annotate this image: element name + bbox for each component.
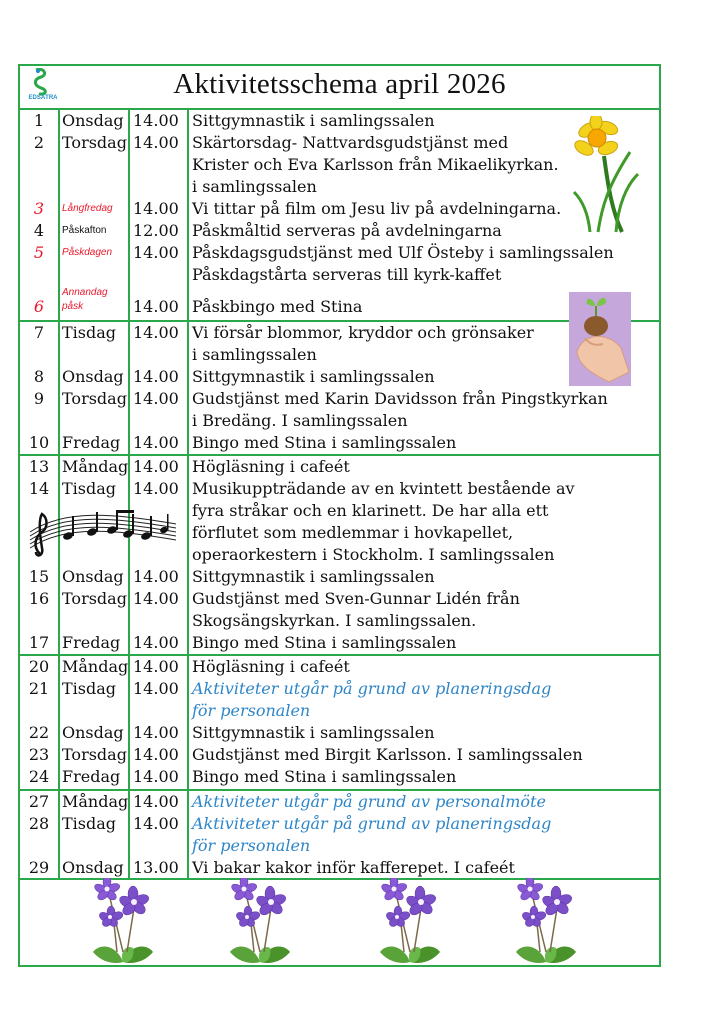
day-number: 27: [28, 792, 50, 811]
time: 14.00: [133, 723, 179, 742]
time: 14.00: [133, 792, 179, 811]
time: 14.00: [133, 479, 179, 498]
day-number: 3: [33, 199, 45, 218]
weekday: Måndag: [62, 792, 129, 811]
day-number: 28: [28, 814, 50, 833]
table-row: [20, 344, 659, 366]
day-number: 22: [28, 723, 50, 742]
table-row: [20, 388, 659, 410]
table-row: [20, 791, 659, 813]
table-row: [20, 456, 659, 478]
time: 14.00: [133, 323, 179, 342]
weekday: Onsdag: [62, 858, 124, 877]
day-number: 17: [28, 633, 50, 652]
day-number: 15: [28, 567, 50, 586]
activity: för personalen: [192, 701, 311, 720]
table-row: [20, 744, 659, 766]
activity: för personalen: [192, 836, 311, 855]
activity: fyra stråkar och en klarinett. De har alla ett: [192, 501, 549, 520]
weekday: Fredag: [62, 633, 121, 652]
table-row: [20, 700, 659, 722]
activity: Skogsängskyrkan. I samlingssalen.: [192, 611, 477, 630]
table-row: [20, 366, 659, 388]
activity: i samlingssalen: [192, 177, 317, 196]
schedule-frame: [18, 64, 661, 967]
day-number: 4: [33, 221, 45, 240]
table-row: [20, 857, 659, 879]
activity: Påskdagsgudstjänst med Ulf Östeby i samlingssalen: [192, 243, 614, 262]
activity: Musikuppträdande av en kvintett bestående av: [192, 479, 575, 498]
table-row: [20, 432, 659, 454]
time: 14.00: [133, 767, 179, 786]
day-number: 21: [28, 679, 50, 698]
table-row: [20, 154, 659, 176]
table-row: [20, 588, 659, 610]
activity: Bingo med Stina i samlingssalen: [192, 633, 457, 652]
daffodil-icon: [568, 116, 640, 234]
time: 14.00: [133, 243, 179, 262]
logo-text: EDSÄTRA: [28, 95, 58, 101]
activity: Krister och Eva Karlsson från Mikaelikyrkan.: [192, 155, 559, 174]
table-row: [20, 632, 659, 654]
weekday: Torsdag: [62, 589, 127, 608]
activity: Påskdagstårta serveras till kyrk-kaffet: [192, 265, 502, 284]
activity: Gudstjänst med Karin Davidsson från Pingstkyrkan: [192, 389, 608, 408]
activity: Påskbingo med Stina: [192, 297, 363, 316]
day-number: 7: [33, 323, 45, 342]
table-row: [20, 610, 659, 632]
weekday: Torsdag: [62, 389, 127, 408]
activity: Aktiviteter utgår på grund av planeringsdag: [192, 814, 552, 833]
activity: i Bredäng. I samlingssalen: [192, 411, 408, 430]
time: 14.00: [133, 389, 179, 408]
day-number: 9: [33, 389, 45, 408]
day-number: 16: [28, 589, 50, 608]
time: 14.00: [133, 657, 179, 676]
day-number: 20: [28, 657, 50, 676]
day-number: 2: [33, 133, 45, 152]
time: 14.00: [133, 589, 179, 608]
table-row: [20, 132, 659, 154]
time: 14.00: [133, 297, 179, 316]
weekday: Påskafton: [62, 225, 107, 236]
weekday: Fredag: [62, 433, 121, 452]
weekday: Onsdag: [62, 723, 124, 742]
time: 14.00: [133, 199, 179, 218]
day-number: 6: [33, 297, 45, 316]
day-number: 10: [28, 433, 50, 452]
time: 14.00: [133, 745, 179, 764]
page-title: Aktivitetsschema april 2026: [173, 68, 506, 100]
music-notes-icon: [26, 502, 180, 560]
activity: Sittgymnastik i samlingssalen: [192, 567, 435, 586]
time: 14.00: [133, 567, 179, 586]
table-row: [20, 835, 659, 857]
time: 14.00: [133, 633, 179, 652]
table-row: [20, 766, 659, 788]
activity: Sittgymnastik i samlingssalen: [192, 723, 435, 742]
activity: Påskmåltid serveras på avdelningarna: [192, 221, 502, 240]
weekday: Tisdag: [62, 323, 117, 342]
weekday: Långfredag: [62, 203, 113, 214]
activity: Bingo med Stina i samlingssalen: [192, 767, 457, 786]
table-row: [20, 722, 659, 744]
table-row: [20, 322, 659, 344]
weekday: Onsdag: [62, 111, 124, 130]
time: 14.00: [133, 433, 179, 452]
header: [20, 66, 659, 110]
activity: Skärtorsdag- Nattvardsgudstjänst med: [192, 133, 509, 152]
weekday: Onsdag: [62, 367, 124, 386]
time: 14.00: [133, 111, 179, 130]
time: 12.00: [133, 221, 179, 240]
table-row: [20, 110, 659, 132]
table-row: [20, 678, 659, 700]
time: 14.00: [133, 133, 179, 152]
table-row: [20, 264, 659, 286]
activity: Sittgymnastik i samlingssalen: [192, 367, 435, 386]
day-number: 13: [28, 457, 50, 476]
plant-in-hand-icon: [569, 292, 631, 386]
day-number: 14: [28, 479, 50, 498]
activity: Bingo med Stina i samlingssalen: [192, 433, 457, 452]
weekday: Måndag: [62, 457, 129, 476]
activity: Vi försår blommor, kryddor och grönsaker: [192, 323, 534, 342]
time: 14.00: [133, 367, 179, 386]
activity: Sittgymnastik i samlingssalen: [192, 111, 435, 130]
activity: Aktiviteter utgår på grund av planeringsdag: [192, 679, 552, 698]
weekday: Påskdagen: [62, 247, 113, 258]
activity: Högläsning i cafeét: [192, 657, 350, 676]
table-row: [20, 176, 659, 198]
activity: i samlingssalen: [192, 345, 317, 364]
time: 14.00: [133, 679, 179, 698]
activity: Vi tittar på film om Jesu liv på avdelningarna.: [192, 199, 562, 218]
activity: Gudstjänst med Sven-Gunnar Lidén från: [192, 589, 520, 608]
activity: Gudstjänst med Birgit Karlsson. I samlingssalen: [192, 745, 583, 764]
time: 13.00: [133, 858, 179, 877]
weekday: Tisdag: [62, 814, 117, 833]
time: 14.00: [133, 457, 179, 476]
table-row: [20, 566, 659, 588]
weekday: Torsdag: [62, 133, 127, 152]
weekday: Torsdag: [62, 745, 127, 764]
weekday: Tisdag: [62, 679, 117, 698]
day-number: 24: [28, 767, 50, 786]
table-row: [20, 656, 659, 678]
flower-footer: [20, 878, 659, 965]
activity: förflutet som medlemmar i hovkapellet,: [192, 523, 514, 542]
table-row: [20, 410, 659, 432]
weekday: Tisdag: [62, 479, 117, 498]
activity: Vi bakar kakor inför kafferepet. I cafeét: [192, 858, 515, 877]
table-row: [20, 813, 659, 835]
weekday: Fredag: [62, 767, 121, 786]
weekday: Annandag påsk: [62, 287, 108, 312]
day-number: 23: [28, 745, 50, 764]
table-row: [20, 286, 659, 318]
activity: operaorkestern i Stockholm. I samlingssalen: [192, 545, 555, 564]
time: 14.00: [133, 814, 179, 833]
activity: Aktiviteter utgår på grund av personalmöte: [192, 792, 546, 811]
day-number: 29: [28, 858, 50, 877]
day-number: 1: [33, 111, 45, 130]
day-number: 8: [33, 367, 45, 386]
weekday: Onsdag: [62, 567, 124, 586]
table-row: [20, 242, 659, 264]
table-row: [20, 478, 659, 500]
day-number: 5: [33, 243, 45, 262]
hepatica-flower-icon: [20, 878, 659, 965]
table-row: [20, 198, 659, 220]
weekday: Måndag: [62, 657, 129, 676]
table-row: [20, 220, 659, 242]
activity: Högläsning i cafeét: [192, 457, 350, 476]
